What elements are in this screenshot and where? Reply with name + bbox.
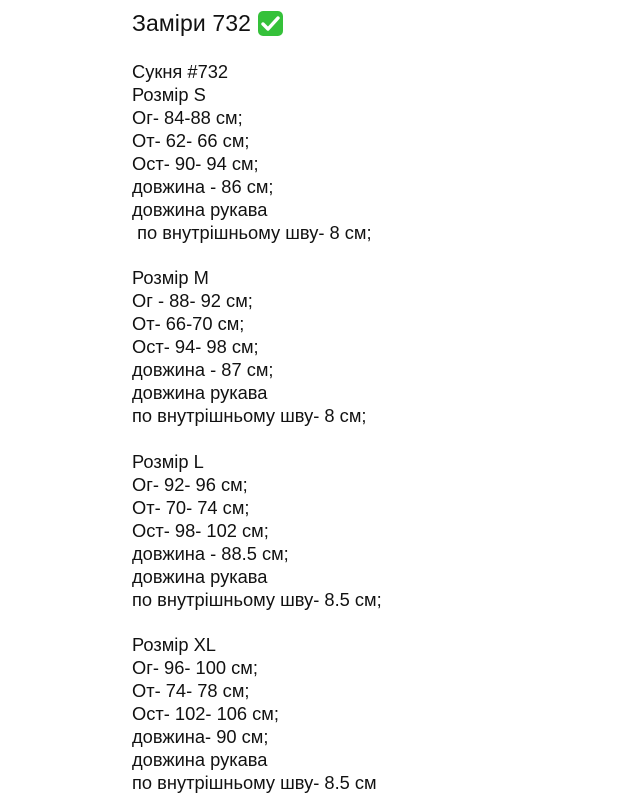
article-line: Сукня #732 bbox=[132, 61, 229, 82]
waist-measurement: От- 70- 74 см; bbox=[132, 497, 250, 518]
sleeve-length-label: довжина рукава bbox=[132, 566, 268, 587]
sleeve-length-value: по внутрішньому шву- 8 см; bbox=[132, 405, 367, 426]
note-title bbox=[132, 8, 283, 38]
waist-measurement: От- 74- 78 см; bbox=[132, 680, 250, 701]
length-measurement: довжина - 87 см; bbox=[132, 359, 274, 380]
note-title-text: Заміри 732 bbox=[132, 10, 252, 36]
sleeve-length-label: довжина рукава bbox=[132, 749, 268, 770]
length-measurement: довжина - 86 см; bbox=[132, 176, 274, 197]
sleeve-length-label: довжина рукава bbox=[132, 199, 268, 220]
chest-measurement: Ог- 84-88 см; bbox=[132, 107, 243, 128]
sleeve-length-label: довжина рукава bbox=[132, 382, 268, 403]
hips-measurement: Ост- 90- 94 см; bbox=[132, 153, 259, 174]
sleeve-length-value: по внутрішньому шву- 8.5 см bbox=[132, 772, 377, 793]
waist-measurement: От- 66-70 см; bbox=[132, 313, 245, 334]
white-check-mark-icon bbox=[258, 11, 283, 36]
hips-measurement: Ост- 98- 102 см; bbox=[132, 520, 269, 541]
waist-measurement: От- 62- 66 см; bbox=[132, 130, 250, 151]
size-heading: Розмір L bbox=[132, 451, 204, 472]
hips-measurement: Ост- 94- 98 см; bbox=[132, 336, 259, 357]
size-heading: Розмір XL bbox=[132, 634, 216, 655]
size-heading: Розмір S bbox=[132, 84, 206, 105]
length-measurement: довжина- 90 см; bbox=[132, 726, 269, 747]
length-measurement: довжина - 88.5 см; bbox=[132, 543, 289, 564]
sleeve-length-value: по внутрішньому шву- 8 см; bbox=[132, 222, 372, 243]
size-heading: Розмір M bbox=[132, 267, 209, 288]
chest-measurement: Ог- 92- 96 см; bbox=[132, 474, 248, 495]
sleeve-length-value: по внутрішньому шву- 8.5 см; bbox=[132, 589, 382, 610]
hips-measurement: Ост- 102- 106 см; bbox=[132, 703, 279, 724]
chest-measurement: Ог - 88- 92 см; bbox=[132, 290, 253, 311]
chest-measurement: Ог- 96- 100 см; bbox=[132, 657, 258, 678]
